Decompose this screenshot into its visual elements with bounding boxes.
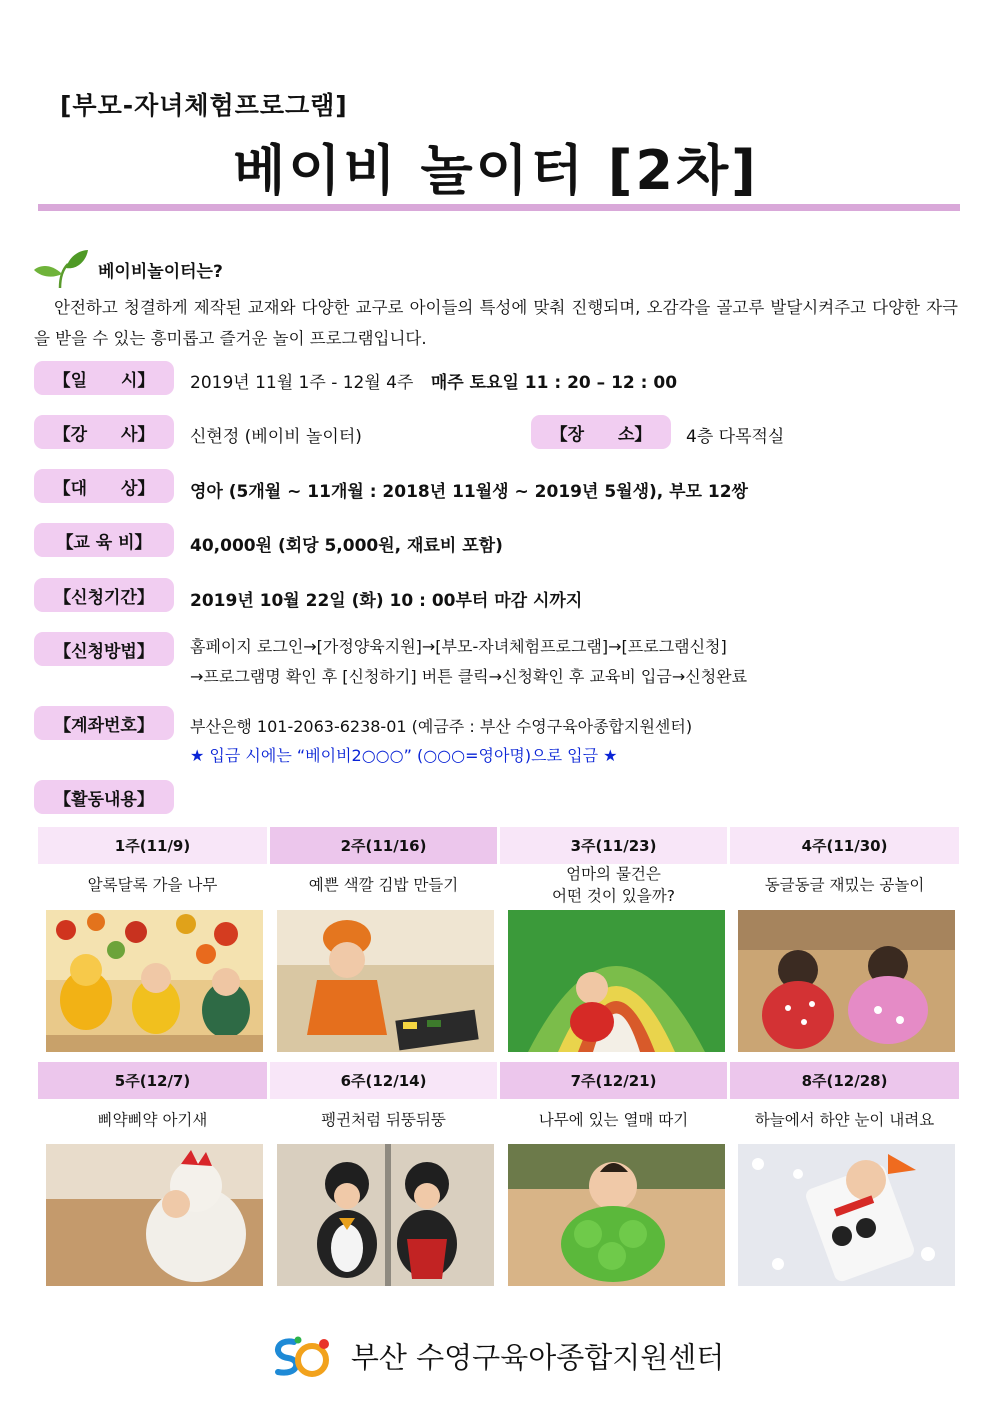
activity-photo — [738, 910, 955, 1052]
organization-name: 부산 수영구육아종합지원센터 — [350, 1340, 725, 1375]
activity-title: 알록달록 가을 나무 — [87, 876, 218, 894]
activity-photo — [738, 1144, 955, 1286]
activity-title: 펭귄처럼 뒤뚱뒤뚱 — [321, 1111, 446, 1129]
method-line2: →프로그램명 확인 후 [신청하기] 버튼 클릭→신청확인 후 교육비 입금→신청완료 — [190, 667, 748, 686]
schedule-dates: 2019년 11월 1주 - 12월 4주 — [190, 373, 414, 393]
center-logo-icon — [268, 1334, 334, 1378]
target-label: 【대 상】 — [34, 469, 174, 503]
activities-label: 【활동내용】 — [34, 780, 174, 814]
activity-photo — [508, 1144, 725, 1286]
activity-title-line2: 어떤 것이 있을까? — [552, 887, 675, 905]
activity-photo — [46, 1144, 263, 1286]
week-header: 6주(12/14) — [270, 1062, 497, 1099]
instructor-value: 신현정 (베이비 놀이터) — [190, 427, 362, 447]
activity-title: 예쁜 색깔 김밥 만들기 — [308, 876, 459, 894]
sprout-icon — [32, 248, 90, 290]
method-label: 【신청방법】 — [34, 632, 174, 666]
week-header: 3주(11/23) — [500, 827, 727, 864]
fee-label: 【교 육 비】 — [34, 523, 174, 557]
activity-title: 동글동글 재밌는 공놀이 — [764, 876, 925, 894]
page-title: 베이비 놀이터 [2차] — [233, 139, 759, 202]
week-header: 5주(12/7) — [38, 1062, 267, 1099]
account-label: 【계좌번호】 — [34, 706, 174, 740]
week-header: 1주(11/9) — [38, 827, 267, 864]
place-value: 4층 다목적실 — [686, 427, 785, 447]
schedule-label: 【일 시】 — [34, 361, 174, 395]
activity-photo — [46, 910, 263, 1052]
account-number: 부산은행 101-2063-6238-01 (예금주 : 부산 수영구육아종합지원센터) — [190, 717, 693, 736]
instructor-label: 【강 사】 — [34, 415, 174, 449]
week-header: 2주(11/16) — [270, 827, 497, 864]
intro-question: 베이비놀이터는? — [98, 262, 223, 282]
intro-text: 안전하고 청결하게 제작된 교재와 다양한 교구로 아이들의 특성에 맞춰 진행되며, 오감각을 골고루 발달시켜주고 다양한 자극을 받을 수 있는 흥미롭고 즐거운 놀이 프로그램입니다. — [34, 298, 958, 348]
fee-value: 40,000원 (회당 5,000원, 재료비 포함) — [190, 536, 503, 556]
week-header: 4주(11/30) — [730, 827, 959, 864]
deposit-notice: ★ 입금 시에는 “베이비2○○○” (○○○=영아명)으로 입금 ★ — [190, 746, 618, 765]
title-divider — [38, 204, 960, 211]
schedule-time: 매주 토요일 11 : 20 – 12 : 00 — [430, 373, 678, 393]
program-category: [부모-자녀체험프로그램] — [60, 91, 348, 120]
activity-photo — [277, 910, 494, 1052]
activity-title: 하늘에서 하얀 눈이 내려요 — [754, 1111, 935, 1129]
week-header: 8주(12/28) — [730, 1062, 959, 1099]
week-header: 7주(12/21) — [500, 1062, 727, 1099]
activity-title — [500, 863, 727, 907]
period-value: 2019년 10월 22일 (화) 10 : 00부터 마감 시까지 — [190, 591, 583, 611]
activity-title: 삐약삐약 아기새 — [97, 1111, 208, 1129]
target-value: 영아 (5개월 ~ 11개월 : 2018년 11월생 ~ 2019년 5월생), 부모 12쌍 — [190, 482, 748, 502]
activity-title: 나무에 있는 열매 따기 — [538, 1111, 689, 1129]
method-line1: 홈페이지 로그인→[가정양육지원]→[부모-자녀체험프로그램]→[프로그램신청] — [190, 637, 727, 656]
activity-photo — [277, 1144, 494, 1286]
period-label: 【신청기간】 — [34, 578, 174, 612]
activity-title-line1: 엄마의 물건은 — [566, 865, 661, 883]
footer — [0, 1334, 992, 1378]
place-label: 【장 소】 — [531, 415, 671, 449]
activity-photo — [508, 910, 725, 1052]
schedule-value — [190, 368, 677, 393]
